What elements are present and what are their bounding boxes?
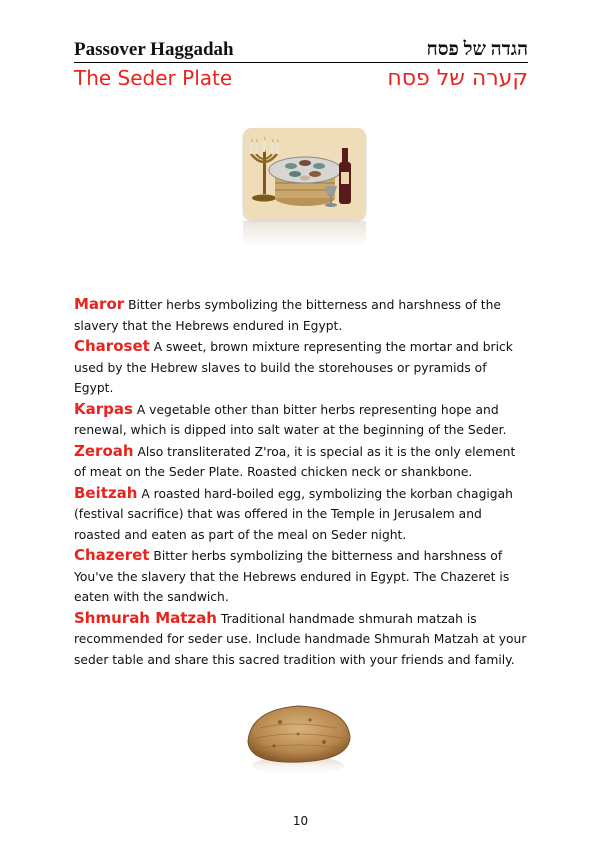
description-charoset: A sweet, brown mixture representing the mortar and brick used by the Hebrew slaves to build the storehouses or pyramids of Egypt. <box>74 340 513 395</box>
term-karpas: Karpas <box>74 399 133 418</box>
section-title-row <box>74 66 528 94</box>
entry-karpas <box>74 399 528 441</box>
description-zeroah: Also transliterated Z'roa, it is special as it is the only element of meat on the Seder Plate. Roasted chicken neck or shankbone. <box>74 444 516 479</box>
description-karpas: A vegetable other than bitter herbs representing hope and renewal, which is dipped into salt water at the beginning of the Seder. <box>74 402 507 437</box>
entry-maror <box>74 294 528 336</box>
shmurah-matzah-photo <box>240 698 356 778</box>
section-title-english: The Seder Plate <box>74 66 233 90</box>
seder-plate-reflection <box>243 221 366 247</box>
term-chazeret: Chazeret <box>74 546 150 564</box>
entry-charoset <box>74 336 528 399</box>
entry-chazeret <box>74 545 528 608</box>
page-number: 10 <box>292 814 309 828</box>
term-zeroah: Zeroah <box>74 441 134 460</box>
matzah-image <box>240 698 356 778</box>
term-shmurah-matzah: Shmurah Matzah <box>74 608 217 627</box>
description-chazeret: Bitter herbs symbolizing the bitterness and harshness of You've the slavery that the Hebrews endured in Egypt. The Chazeret is eaten with the sandwich. <box>74 549 510 604</box>
description-maror: Bitter herbs symbolizing the bitterness and harshness of the slavery that the Hebrews endured in Egypt. <box>74 298 501 333</box>
term-beitzah: Beitzah <box>74 483 138 502</box>
term-maror: Maror <box>74 295 125 313</box>
description-beitzah: A roasted hard-boiled egg, symbolizing the korban chagigah (festival sacrifice) that was offered in the Temple in Jerusalem and roasted and eaten as part of the meal on Seder night. <box>74 486 513 542</box>
seder-plate-image <box>243 128 366 220</box>
entry-beitzah <box>74 483 528 546</box>
term-charoset: Charoset <box>74 337 150 355</box>
header-title-english: Passover Haggadah <box>74 39 234 60</box>
description-shmurah-matzah: Traditional handmade shmurah matzah is recommended for seder use. Include handmade Shmurah Matzah at your seder table and share this sacred tradition with your friends and family. <box>74 611 527 667</box>
section-title-hebrew: קערה של פסח <box>387 66 528 91</box>
entry-shmurah-matzah <box>74 608 528 671</box>
entry-zeroah <box>74 441 528 483</box>
header-title-hebrew: הגדה של פסח <box>426 39 528 60</box>
running-header <box>74 40 528 63</box>
seder-plate-items <box>74 294 528 670</box>
seder-plate-illustration <box>243 128 366 220</box>
